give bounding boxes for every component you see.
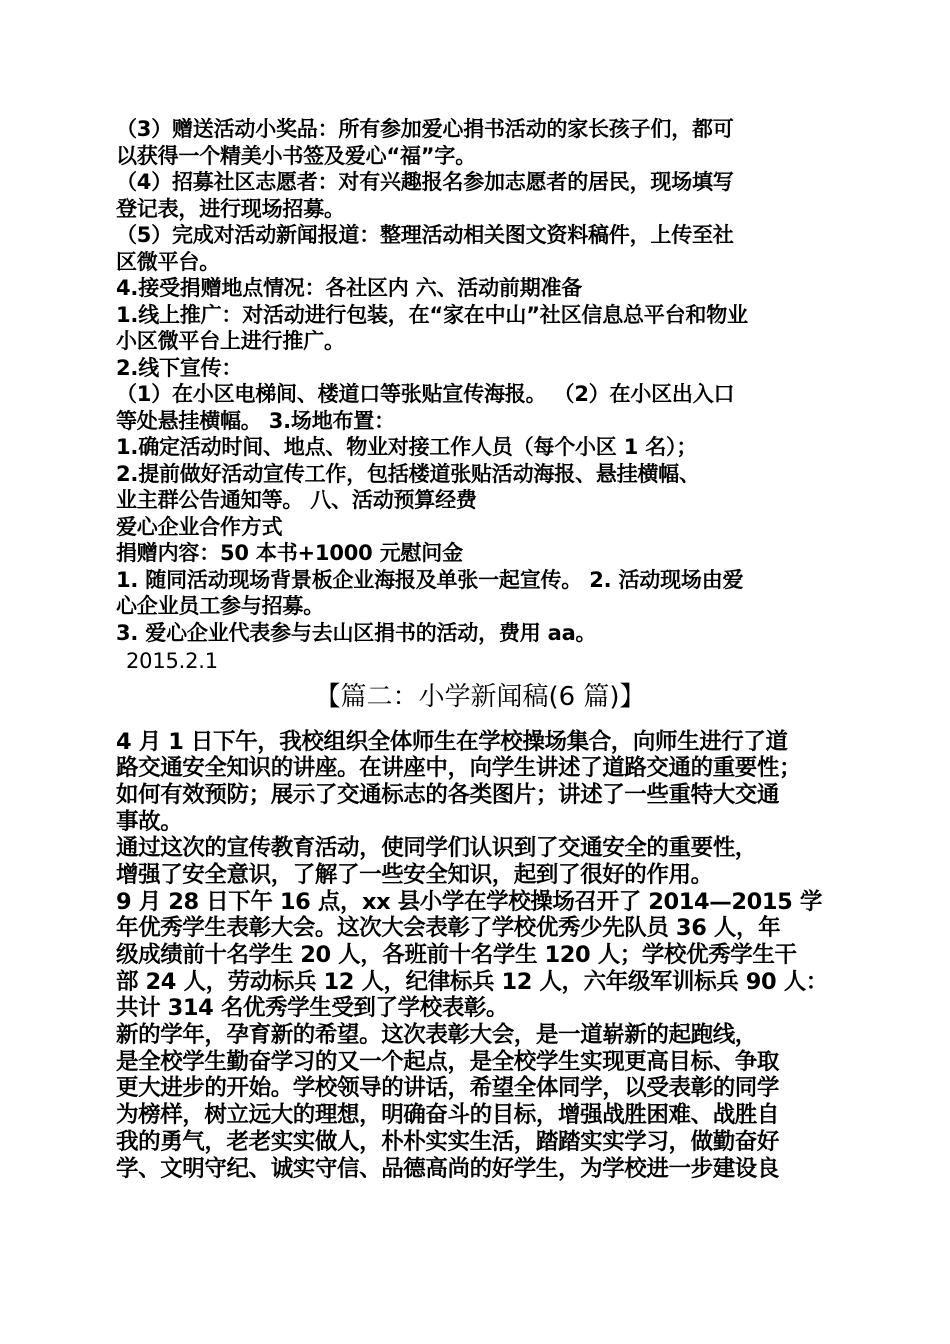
plan-text-line: 4.接受捐赠地点情况：各社区内 六、活动前期准备 (116, 276, 583, 300)
plan-text-line: 1.线上推广：对活动进行包装，在“家在中山”社区信息总平台和物业 (116, 302, 748, 327)
plan-text-line: 等处悬挂横幅。 3.场地布置： (116, 408, 395, 433)
news-text-line: 新的学年，孕育新的希望。这次表彰大会，是一道崭新的起跑线， (116, 1022, 757, 1049)
news-text-line: 4 月 1 日下午，我校组织全体师生在学校操场集合，向师生进行了道 (116, 728, 788, 755)
plan-text-line: 小区微平台上进行推广。 (116, 329, 345, 353)
section-heading: 【篇二：小学新闻稿(6 篇)】 (314, 681, 646, 712)
plan-text-line: 爱心企业合作方式 (116, 514, 283, 539)
plan-text-line: 2.线下宣传： (116, 355, 243, 380)
news-text-line: 事故。 (116, 808, 183, 835)
news-text-line: 我的勇气，老老实实做人，朴朴实实生活，踏踏实实学习，做勤奋好 (116, 1128, 780, 1155)
plan-text-line: 以获得一个精美小书签及爱心“福”字。 (116, 143, 477, 168)
news-text-line: 9 月 28 日下午 16 点，xx 县小学在学校操场召开了 2014—2015 学 (116, 888, 822, 915)
news-text-line: 通过这次的宣传教育活动，使同学们认识到了交通安全的重要性， (116, 835, 757, 862)
plan-text-line: 3. 爱心企业代表参与去山区捐书的活动，费用 aa。 (116, 620, 597, 645)
plan-text-line: （5）完成对活动新闻报道：整理活动相关图文资料稿件，上传至社 (116, 223, 734, 247)
news-text-line: 更大进步的开始。学校领导的讲话，希望全体同学，以受表彰的同学 (116, 1075, 780, 1102)
plan-text-line: （1）在小区电梯间、楼道口等张贴宣传海报。 （2）在小区出入口 (116, 382, 735, 406)
plan-text-line: 1. 随同活动现场背景板企业海报及单张一起宣传。 2. 活动现场由爱 (116, 567, 744, 592)
news-text-line: 路交通安全知识的讲座。在讲座中，向学生讲述了道路交通的重要性； (116, 755, 802, 782)
document-page (116, 116, 844, 1182)
plan-text-line: 2.提前做好活动宣传工作，包括楼道张贴活动海报、悬挂横幅、 (116, 461, 700, 486)
plan-text-line: 区微平台。 (116, 249, 220, 274)
news-text-line: 如何有效预防；展示了交通标志的各类图片；讲述了一些重特大交通 (116, 781, 780, 808)
news-text-line: 共计 314 名优秀学生受到了学校表彰。 (116, 995, 509, 1022)
news-text-line: 级成绩前十名学生 20 人，各班前十名学生 120 人；学校优秀学生干 (116, 942, 797, 968)
plan-text-line: （3）赠送活动小奖品：所有参加爱心捐书活动的家长孩子们，都可 (116, 117, 734, 141)
document-date: 2015.2.1 (126, 649, 218, 673)
news-text-line: 年优秀学生表彰大会。这次大会表彰了学校优秀少先队员 36 人，年 (116, 915, 781, 942)
news-text-line: 学、文明守纪、诚实守信、品德高尚的好学生，为学校进一步建设良 (116, 1155, 780, 1182)
news-text-line: 增强了安全意识，了解了一些安全知识，起到了很好的作用。 (116, 861, 713, 888)
section-news-articles (116, 729, 844, 1183)
plan-text-line: 1.确定活动时间、地点、物业对接工作人员（每个小区 1 名）； (116, 435, 698, 459)
plan-text-line: 业主群公告通知等。 八、活动预算经费 (116, 488, 477, 512)
news-text-line: 是全校学生勤奋学习的又一个起点，是全校学生实现更高目标、争取 (116, 1048, 780, 1075)
news-text-line: 为榜样，树立远大的理想，明确奋斗的目标，增强战胜困难、战胜自 (116, 1102, 780, 1129)
plan-text-line: 捐赠内容：50 本书+1000 元慰问金 (116, 541, 463, 565)
plan-text-line: 登记表，进行现场招募。 (116, 196, 345, 221)
section-activity-plan (116, 116, 844, 646)
plan-text-line: 心企业员工参与招募。 (116, 594, 324, 618)
plan-text-line: （4）招募社区志愿者：对有兴趣报名参加志愿者的居民，现场填写 (116, 170, 734, 194)
news-text-line: 部 24 人，劳动标兵 12 人，纪律标兵 12 人，六年级军训标兵 90 人： (116, 968, 828, 995)
